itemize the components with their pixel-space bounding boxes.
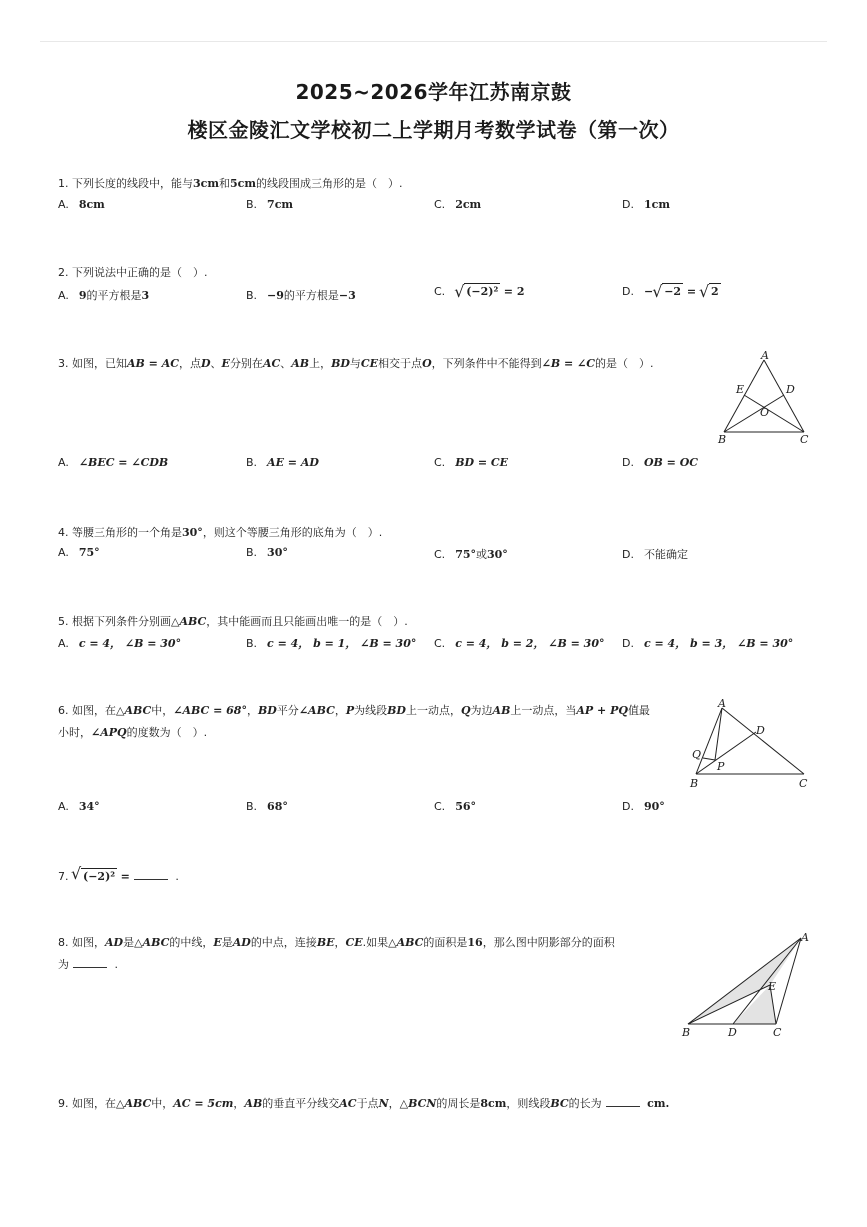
- q5-option-c[interactable]: C. c = 4， b = 2， ∠B = 30°: [434, 637, 605, 650]
- q8-label-c: C: [773, 1026, 782, 1039]
- question-3-stem: 3. 如图，已知AB = AC，点D、E分别在AC、AB上，BD与CE相交于点O，下列条件中不能得到∠B = ∠C的是（ ）.: [58, 357, 654, 370]
- question-1-stem: 1. 下列长度的线段中，能与3cm和5cm的线段围成三角形的是（ ）.: [58, 177, 403, 190]
- q6-label-b: B: [690, 777, 699, 790]
- question-5-stem: 5. 根据下列条件分别画△ABC，其中能画而且只能画出唯一的是（ ）.: [58, 615, 408, 628]
- q3-label-b: B: [718, 433, 727, 446]
- q6-label-d: D: [756, 724, 765, 737]
- sqrt-sign: √ −2: [653, 285, 683, 298]
- q3-figure: [712, 348, 812, 448]
- question-6: [58, 700, 650, 744]
- question-8-stem-line2: 为 .: [58, 954, 615, 976]
- q6-option-a[interactable]: A. 34°: [58, 800, 100, 813]
- question-1: [58, 173, 403, 195]
- q6-label-c: C: [799, 777, 808, 790]
- q5-option-d[interactable]: D. c = 4， b = 3， ∠B = 30°: [622, 637, 794, 650]
- q6-label-a: A: [718, 697, 726, 710]
- q1-option-c[interactable]: C. 2cm: [434, 198, 482, 211]
- q3-option-d[interactable]: D. OB = OC: [622, 456, 699, 469]
- q3-line-bd: [724, 395, 784, 432]
- q8-label-b: B: [682, 1026, 691, 1039]
- q4-option-d[interactable]: D. 不能确定: [622, 548, 688, 561]
- q3-label-e: E: [736, 383, 745, 396]
- question-2: [58, 262, 208, 284]
- q3-label-a: A: [761, 349, 769, 362]
- q2-option-b[interactable]: B. −9的平方根是−3: [246, 289, 356, 302]
- q9-answer-blank[interactable]: [606, 1094, 640, 1107]
- question-6-stem-line1: 6. 如图，在△ABC中，∠ABC = 68°，BD平分∠ABC，P为线段BD上一动点，Q为边AB上一动点，当AP + PQ值最: [58, 704, 650, 717]
- q6-option-c[interactable]: C. 56°: [434, 800, 476, 813]
- sqrt-sign: √ (−2)²: [72, 866, 117, 888]
- q3-label-o: O: [760, 406, 770, 419]
- q8-line-ab: [688, 938, 801, 1024]
- exam-title-line1: 2025~2026学年江苏南京鼓: [295, 80, 572, 104]
- question-8-stem-line1: 8. 如图，AD是△ABC的中线，E是AD的中点，连接BE，CE.如果△ABC的面积是16，那么图中阴影部分的面积: [58, 936, 615, 949]
- q3-line-ab: [724, 360, 764, 432]
- q4-option-c[interactable]: C. 75°或30°: [434, 548, 508, 561]
- q6-line-bd: [696, 732, 756, 774]
- q2-option-d[interactable]: D. −√ −2 = √ 2: [622, 285, 721, 298]
- q5-option-b[interactable]: B. c = 4， b = 1， ∠B = 30°: [246, 637, 417, 650]
- sqrt-sign: √ (−2)²: [455, 285, 500, 298]
- question-5: [58, 611, 408, 633]
- q8-figure: [676, 928, 816, 1044]
- q3-option-c[interactable]: C. BD = CE: [434, 456, 509, 469]
- question-9-stem: 9. 如图，在△ABC中，AC = 5cm，AB的垂直平分线交AC于点N，△BCN的周长是8cm，则线段BC的长为 cm.: [58, 1097, 669, 1110]
- q3-line-ac: [764, 360, 804, 432]
- q6-option-b[interactable]: B. 68°: [246, 800, 288, 813]
- q3-label-c: C: [800, 433, 809, 446]
- q1-option-a[interactable]: A. 8cm: [58, 198, 105, 211]
- question-7-stem: 7. √ (−2)² = .: [58, 870, 179, 883]
- q5-option-a[interactable]: A. c = 4， ∠B = 30°: [58, 637, 182, 650]
- top-divider: [40, 41, 827, 42]
- question-8: [58, 932, 615, 976]
- q3-line-ce: [744, 395, 804, 432]
- q6-label-q: Q: [692, 748, 702, 761]
- q3-option-a[interactable]: A. ∠BEC = ∠CDB: [58, 456, 169, 469]
- q3-label-d: D: [786, 383, 795, 396]
- q3-option-b[interactable]: B. AE = AD: [246, 456, 319, 469]
- q6-figure: [686, 696, 816, 796]
- q1-option-d[interactable]: D. 1cm: [622, 198, 670, 211]
- question-7: [58, 866, 179, 888]
- q4-option-b[interactable]: B. 30°: [246, 546, 288, 559]
- q6-option-d[interactable]: D. 90°: [622, 800, 665, 813]
- q6-line-ac: [722, 708, 804, 774]
- q4-option-a[interactable]: A. 75°: [58, 546, 100, 559]
- q1-option-b[interactable]: B. 7cm: [246, 198, 294, 211]
- question-2-stem: 2. 下列说法中正确的是（ ）.: [58, 266, 208, 279]
- q6-line-pq: [703, 758, 715, 760]
- question-6-stem-line2: 小时，∠APQ的度数为（ ）.: [58, 726, 208, 739]
- q8-label-a: A: [801, 931, 809, 944]
- question-4: [58, 522, 382, 544]
- q7-answer-blank[interactable]: [134, 867, 168, 880]
- question-9: [58, 1093, 669, 1115]
- sqrt-sign: √ 2: [700, 285, 721, 298]
- q6-label-p: P: [717, 760, 725, 773]
- q8-label-e: E: [768, 980, 777, 993]
- q2-option-c[interactable]: C.√ (−2)² = 2: [434, 285, 525, 298]
- q8-label-d: D: [728, 1026, 737, 1039]
- q8-answer-blank[interactable]: [73, 955, 107, 968]
- question-4-stem: 4. 等腰三角形的一个角是30°，则这个等腰三角形的底角为（ ）.: [58, 526, 383, 539]
- exam-title-line2: 楼区金陵汇文学校初二上学期月考数学试卷（第一次）: [187, 118, 680, 142]
- q2-option-a[interactable]: A. 9的平方根是3: [58, 289, 150, 302]
- question-3: [58, 353, 654, 375]
